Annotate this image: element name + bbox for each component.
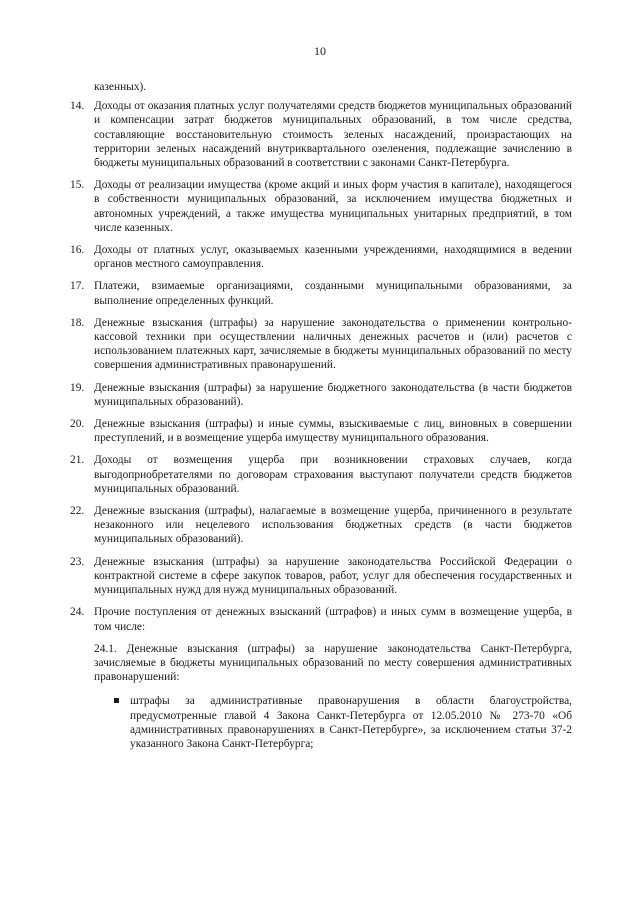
item-text: Доходы от оказания платных услуг получателями средств бюджетов муниципальных образований и компенсации затрат бюджетов муниципальных образований, в том числе средства, составляющие восстановительную стоимость зеленых насаждений, произрастающих на территории зеленых насаждений внутриквартального озеленения, подлежащие зачислению в бюджеты муниципальных образований в соответствии с законами Санкт-Петербурга. — [94, 100, 572, 170]
item-number: 17. — [70, 280, 85, 293]
list-item-15 — [70, 178, 572, 235]
item-number: 22. — [70, 505, 85, 518]
item-number: 20. — [70, 418, 85, 431]
item-text: Доходы от возмещения ущерба при возникновении страховых случаев, когда выгодоприобретателями по договорам страхования выступают получатели средств бюджетов муниципальных образований. — [94, 454, 572, 495]
continuation-text: казенных). — [94, 81, 147, 93]
item-number: 16. — [70, 244, 85, 257]
item-number: 21. — [70, 454, 85, 467]
item-text: Денежные взыскания (штрафы) и иные суммы, взыскиваемые с лиц, виновных в совершении преступлений, и в возмещение ущерба имуществу муниципального образования. — [94, 418, 572, 445]
list-item-17 — [70, 279, 572, 307]
document-body — [70, 80, 572, 751]
bullet-text: штрафы за административные правонарушения в области благоустройства, предусмотренные главой 4 Закона Санкт-Петербурга от 12.05.2010 № 273-70 «Об административных правонарушениях в Санкт-Петербурге», за исключением статьи 37-2 указанного Закона Санкт-Петербурга; — [130, 695, 572, 750]
item-text: Прочие поступления от денежных взысканий (штрафов) и иных сумм в возмещение ущерба, в том числе: — [94, 606, 572, 633]
page-number: 10 — [314, 44, 326, 58]
list-item-16 — [70, 243, 572, 271]
item-number: 23. — [70, 555, 85, 568]
item-text: Денежные взыскания (штрафы) за нарушение законодательства Российской Федерации о контрактной системе в сфере закупок товаров, работ, услуг для обеспечения государственных и муниципальных нужд для нужд муниципальных образований. — [94, 555, 572, 597]
subitem-24-1: 24.1. Денежные взыскания (штрафы) за нарушение законодательства Санкт-Петербурга, зачисляемые в бюджеты муниципальных образований по месту совершения административных правонарушений: — [94, 642, 572, 684]
item-text: Доходы от платных услуг, оказываемых казенными учреждениями, находящимися в ведении органов местного самоуправления. — [94, 244, 572, 271]
list-item-22 — [70, 504, 572, 547]
item-number: 14. — [70, 100, 85, 113]
list-item-21 — [70, 453, 572, 496]
bullet-list-item — [90, 694, 572, 751]
list-item-23 — [70, 555, 572, 598]
item-number: 18. — [70, 316, 85, 329]
item-number: 24. — [70, 606, 85, 619]
list-item-24 — [70, 605, 572, 633]
item-text: Денежные взыскания (штрафы), налагаемые в возмещение ущерба, причиненного в результате незаконного или нецелевого использования бюджетных средств (в части бюджетов муниципальных образований). — [94, 505, 572, 546]
list-item-14 — [70, 99, 572, 170]
list-item-19 — [70, 381, 572, 409]
item-text: Денежные взыскания (штрафы) за нарушение законодательства о применении контрольно-кассовой техники при осуществлении наличных денежных расчетов и (или) расчетов с использованием платежных карт, зачисляемые в бюджеты муниципальных образований по месту совершения административных правонарушений. — [94, 316, 572, 372]
item-number: 19. — [70, 381, 85, 394]
item-text: Доходы от реализации имущества (кроме акций и иных форм участия в капитале), находящегося в собственности муниципальных образований, за исключением имущества бюджетных и автономных учреждений, а также имущества муниципальных унитарных предприятий, в том числе казенных. — [94, 179, 572, 234]
list-item-18 — [70, 316, 572, 373]
item-text: Платежи, взимаемые организациями, созданными муниципальными образованиями, за выполнение определенных функций. — [94, 280, 572, 307]
item-number: 15. — [70, 179, 85, 192]
list-item-20 — [70, 417, 572, 445]
item-text: Денежные взыскания (штрафы) за нарушение бюджетного законодательства (в части бюджетов муниципальных образований). — [94, 381, 572, 408]
square-bullet-icon — [114, 698, 119, 703]
